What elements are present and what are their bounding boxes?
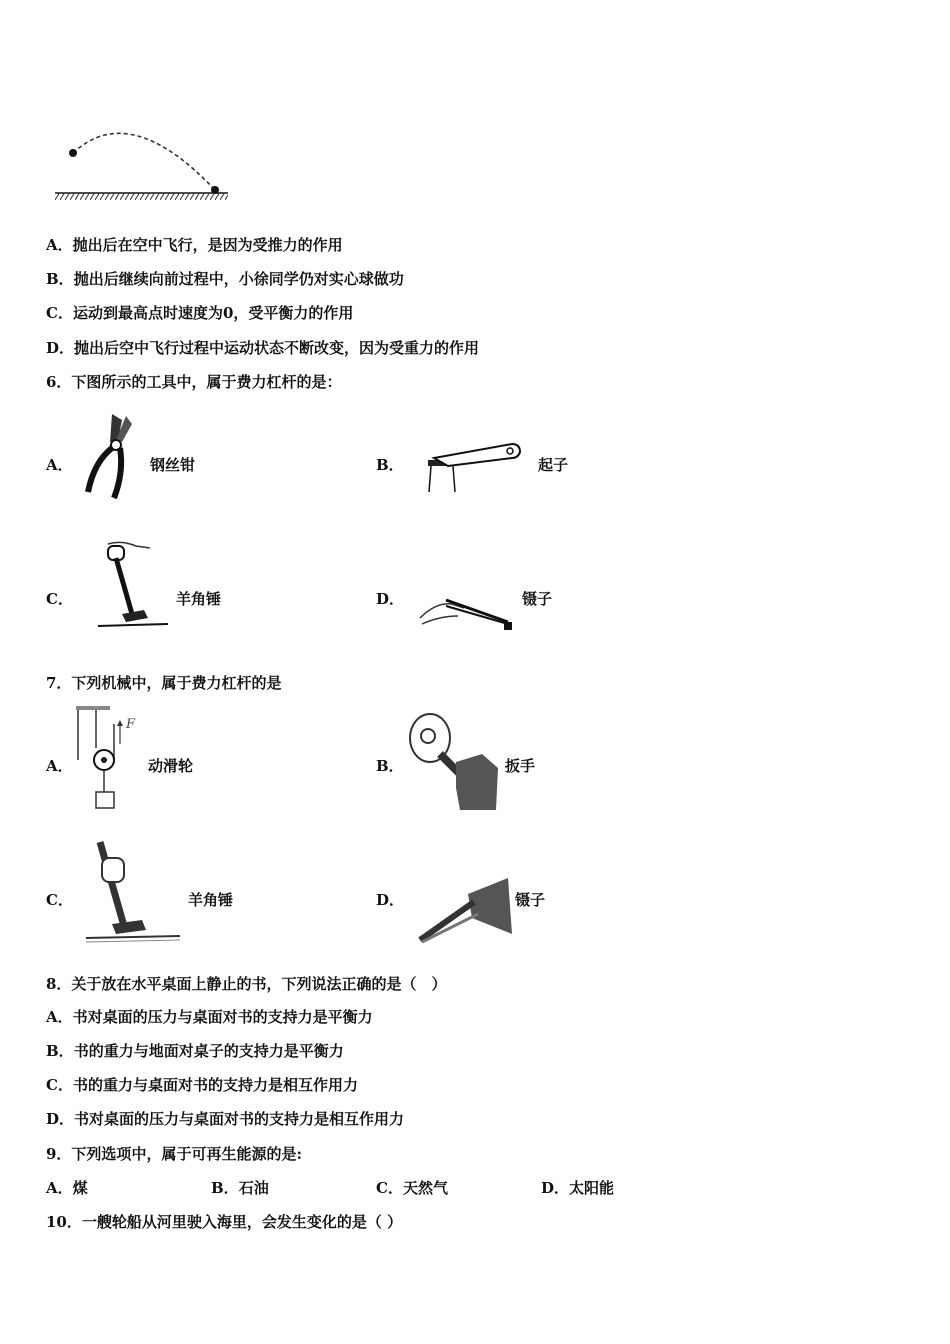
q7-label-b: 扳手 [505,757,536,775]
q9-option-b: B．石油 [211,1179,269,1197]
q6-stem: 6．下图所示的工具中，属于费力杠杆的是： [46,373,342,391]
q7-label-c: 羊角锤 [188,891,234,909]
tweezers-icon [412,874,516,946]
q7-letter-d: D． [376,891,405,909]
q6-letter-c: C． [46,590,73,608]
q6-label-d: 镊子 [522,590,553,608]
trajectory-figure [50,120,235,205]
q5-option-d: D．抛出后空中飞行过程中运动状态不断改变，因为受重力的作用 [46,339,480,357]
q6-letter-a: A． [46,456,73,474]
q7-letter-b: B． [376,757,404,775]
q9-option-c: C．天然气 [376,1179,448,1197]
q8-option-a: A．书对桌面的压力与桌面对书的支持力是平衡力 [46,1008,373,1026]
q7-label-a: 动滑轮 [148,757,194,775]
q6-label-c: 羊角锤 [176,590,222,608]
q10-stem: 10．一艘轮船从河里驶入海里，会发生变化的是（ ） [46,1213,403,1231]
q9-stem: 9．下列选项中，属于可再生能源的是: [46,1145,302,1163]
claw-hammer-icon [96,540,174,632]
q9-option-d: D．太阳能 [541,1179,615,1197]
q8-option-d: D．书对桌面的压力与桌面对书的支持力是相互作用力 [46,1110,405,1128]
q5-option-c: C．运动到最高点时速度为0，受平衡力的作用 [46,304,354,322]
wrench-icon [406,708,502,812]
q6-label-b: 起子 [538,456,569,474]
q5-option-a: A．抛出后在空中飞行，是因为受推力的作用 [46,236,343,254]
bottle-opener-icon [424,438,524,494]
q6-letter-b: B． [376,456,404,474]
q6-letter-d: D． [376,590,405,608]
q9-option-a: A．煤 [46,1179,88,1197]
q7-stem: 7．下列机械中，属于费力杠杆的是 [46,674,282,692]
q5-option-b: B．抛出后继续向前过程中，小徐同学仍对实心球做功 [46,270,404,288]
force-label-f: F [126,717,136,732]
q7-letter-c: C． [46,891,73,909]
q8-option-c: C．书的重力与桌面对书的支持力是相互作用力 [46,1076,358,1094]
q8-stem: 8．关于放在水平桌面上静止的书，下列说法正确的是（ ） [46,975,447,993]
pliers-icon [82,412,142,504]
tweezers-icon [416,584,520,638]
q7-letter-a: A． [46,757,73,775]
q8-option-b: B．书的重力与地面对桌子的支持力是平衡力 [46,1042,344,1060]
claw-hammer-icon [84,836,184,946]
q6-label-a: 钢丝钳 [150,456,196,474]
q7-label-d: 镊子 [515,891,546,909]
